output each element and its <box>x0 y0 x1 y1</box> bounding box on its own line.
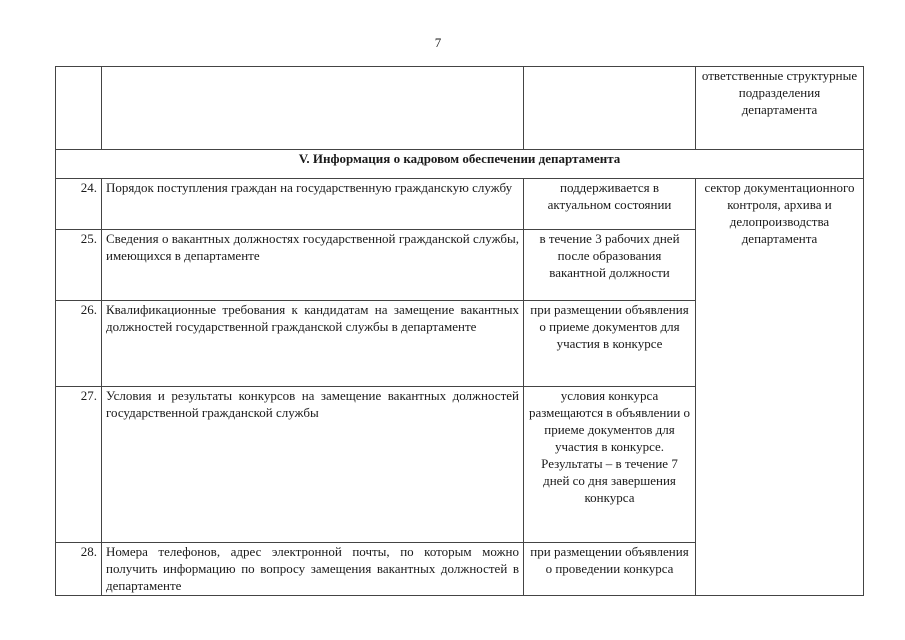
row-description: Условия и результаты конкурсов на замещение вакантных должностей государственной гражданской службы <box>102 387 524 543</box>
table-row <box>56 179 864 230</box>
page-number: 7 <box>434 35 442 50</box>
row-timing: условия конкурса размещаются в объявлении о приеме документов для участия в конкурсе. Результаты – в течение 7 дней со дня завершения конкурса <box>524 387 696 543</box>
row-number: 27. <box>56 387 102 543</box>
section-title: V. Информация о кадровом обеспечении департамента <box>56 150 864 179</box>
empty-cell <box>524 67 696 150</box>
responsible-cell: ответственные структурные подразделения департамента <box>696 67 864 150</box>
row-timing: при размещении объявления о проведении конкурса <box>524 543 696 596</box>
row-description: Номера телефонов, адрес электронной почты, по которым можно получить информацию по вопросу замещения вакантных должностей в департаменте <box>102 543 524 596</box>
row-description: Квалификационные требования к кандидатам на замещение вакантных должностей государственной гражданской службы в департаменте <box>102 301 524 387</box>
row-timing: при размещении объявления о приеме документов для участия в конкурсе <box>524 301 696 387</box>
info-table <box>55 66 864 596</box>
row-number: 28. <box>56 543 102 596</box>
table-row <box>56 67 864 150</box>
empty-cell <box>102 67 524 150</box>
row-number: 26. <box>56 301 102 387</box>
row-timing: в течение 3 рабочих дней после образования вакантной должности <box>524 230 696 301</box>
row-timing: поддерживается в актуальном состоянии <box>524 179 696 230</box>
section-row <box>56 150 864 179</box>
row-number: 24. <box>56 179 102 230</box>
empty-cell <box>56 67 102 150</box>
row-description: Сведения о вакантных должностях государственной гражданской службы, имеющихся в департаменте <box>102 230 524 301</box>
responsible-cell: сектор документационного контроля, архива и делопроизводства департамента <box>696 179 864 596</box>
row-number: 25. <box>56 230 102 301</box>
row-description: Порядок поступления граждан на государственную гражданскую службу <box>102 179 524 230</box>
